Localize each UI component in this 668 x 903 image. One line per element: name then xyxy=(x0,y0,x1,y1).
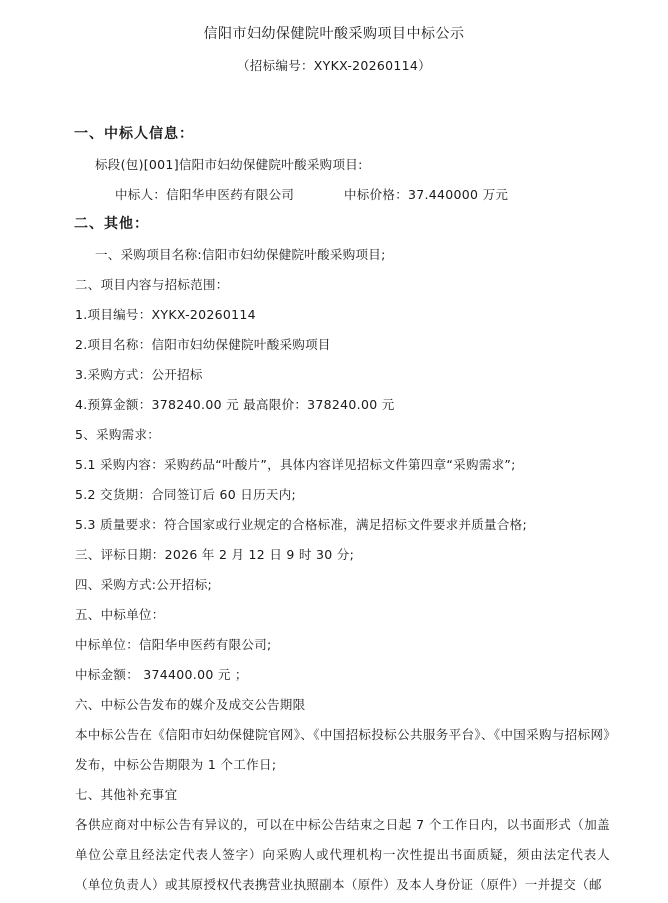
item-supplementary: 七、其他补充事宜 xyxy=(75,787,178,802)
winner-name: 中标人：信阳华申医药有限公司 xyxy=(115,187,295,202)
item-winning-amount: 中标金额： 374400.00 元 ； xyxy=(75,667,248,682)
item-method: 四、采购方式:公开招标; xyxy=(75,577,213,592)
lot-line: 标段(包)[001]信阳市妇幼保健院叶酸采购项目: xyxy=(95,157,363,172)
item-project-title: 2.项目名称：信阳市妇幼保健院叶酸采购项目 xyxy=(75,337,331,352)
item-budget: 4.预算金额：378240.00 元 最高限价：378240.00 元 xyxy=(75,397,395,412)
winner-price: 中标价格：37.440000 万元 xyxy=(344,187,509,202)
media-paragraph: 本中标公告在《信阳市妇幼保健院官网》、《中国招标投标公共服务平台》、《中国采购与招标网》发布，中标公告期限为 1 个工作日; xyxy=(75,727,610,772)
item-delivery: 5.2 交货期：合同签订后 60 日历天内; xyxy=(75,487,297,502)
objection-paragraph: 各供应商对中标公告有异议的，可以在中标公告结束之日起 7 个工作日内，以书面形式（加盖单位公章且经法定代表人签字）向采购人或代理机构一次性提出书面质疑，须由法定代表人（单位负责人）或其原授权代表携营业执照副本（原件）及本人身份证（原件）一并提交（邮 xyxy=(75,817,610,892)
notice-title: 信阳市妇幼保健院叶酸采购项目中标公示 xyxy=(203,26,465,42)
item-scope: 二、项目内容与招标范围： xyxy=(75,277,229,292)
section-heading-other: 二、其他： xyxy=(74,216,149,232)
item-media-heading: 六、中标公告发布的媒介及成交公告期限 xyxy=(75,697,306,712)
item-quality: 5.3 质量要求：符合国家或行业规定的合格标准，满足招标文件要求并质量合格; xyxy=(75,517,527,532)
item-content: 5.1 采购内容：采购药品“叶酸片”，具体内容详见招标文件第四章“采购需求”; xyxy=(75,457,516,472)
bid-number: （招标编号：XYKX-20260114） xyxy=(237,58,431,73)
item-project-name: 一、采购项目名称:信阳市妇幼保健院叶酸采购项目; xyxy=(95,247,386,262)
item-evaluation-date: 三、评标日期：2026 年 2 月 12 日 9 时 30 分; xyxy=(75,547,355,562)
item-requirements: 5、采购需求： xyxy=(75,427,161,442)
item-project-number: 1.项目编号：XYKX-20260114 xyxy=(75,307,256,322)
item-procurement-method: 3.采购方式：公开招标 xyxy=(75,367,203,382)
item-winning-unit: 中标单位：信阳华申医药有限公司; xyxy=(75,637,272,652)
item-winning-unit-heading: 五、中标单位： xyxy=(75,607,165,622)
section-heading-winner-info: 一、中标人信息： xyxy=(74,126,194,142)
